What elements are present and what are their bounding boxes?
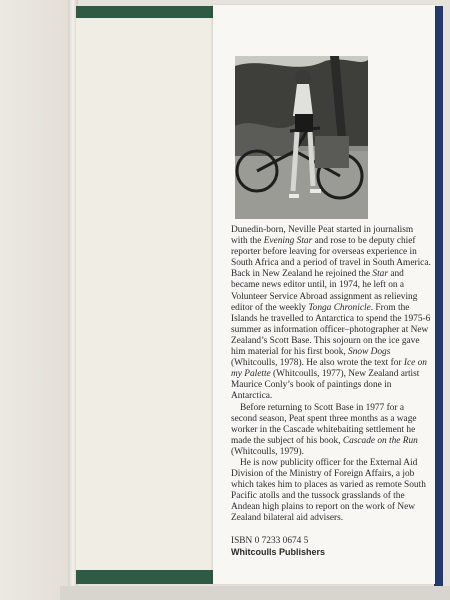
title-italic: Evening Star xyxy=(263,236,313,247)
author-photo xyxy=(235,56,368,219)
title-italic: Ice on my Palette xyxy=(231,358,427,380)
title-italic: Tonga Chronicle xyxy=(308,302,371,313)
bio-text: (Whitcoulls, 1979). xyxy=(231,446,304,457)
front-board xyxy=(0,0,76,600)
bio-text: and rose to be deputy chief reporter before leaving for overseas experience in South Africa and a period of travel in South America. Back in New Zealand he rejoined the xyxy=(231,236,431,280)
bio-text: Before returning to Scott Base in 1977 for a second season, Peat spent three months as a wage worker in the Cascade whitebaiting settlement he made the subject of his book, xyxy=(231,402,417,446)
bio-paragraph-2 xyxy=(231,403,431,458)
bio-paragraph-3: He is now publicity officer for the External Aid Division of the Ministry of Foreign Affairs, a job which takes him to places as varied as remote South Pacific atolls and the tussock grasslands of the Andean high plains to report on the work of New Zealand bilateral aid advisers. xyxy=(231,457,426,524)
title-italic: Cascade on the Run xyxy=(342,435,418,446)
endpaper-border-top xyxy=(76,6,216,18)
publisher: Whitcoulls Publishers xyxy=(231,546,326,557)
dust-jacket-flap xyxy=(213,5,435,584)
title-italic: Star xyxy=(372,269,388,280)
bio-text: (Whitcoulls, 1977), New Zealand artist Maurice Conly’s book of paintings done in Antarctica. xyxy=(231,369,420,402)
bio-paragraph-1 xyxy=(231,225,431,403)
isbn: ISBN 0 7233 0674 5 xyxy=(231,535,309,546)
table-surface xyxy=(60,586,450,600)
bio-text: Dunedin-born, Neville Peat started in journalism with the xyxy=(231,225,414,247)
title-italic: Snow Dogs xyxy=(348,347,391,358)
endpaper-border-bottom xyxy=(76,570,216,584)
bio-text: (Whitcoulls, 1978). He also wrote the text for xyxy=(231,358,404,369)
bio-text: and became news editor until, in 1974, he left on a Volunteer Service Abroad assignment as relieving editor of the weekly xyxy=(231,269,418,313)
author-biography xyxy=(231,225,431,558)
cover-edge xyxy=(434,6,443,586)
bio-text: . From the Islands he travelled to Antarctica to spend the 1975-6 summer as information officer–photographer at New Zealand’s Scott Base. This sojourn on the ice gave him material for his first book, xyxy=(231,302,431,358)
